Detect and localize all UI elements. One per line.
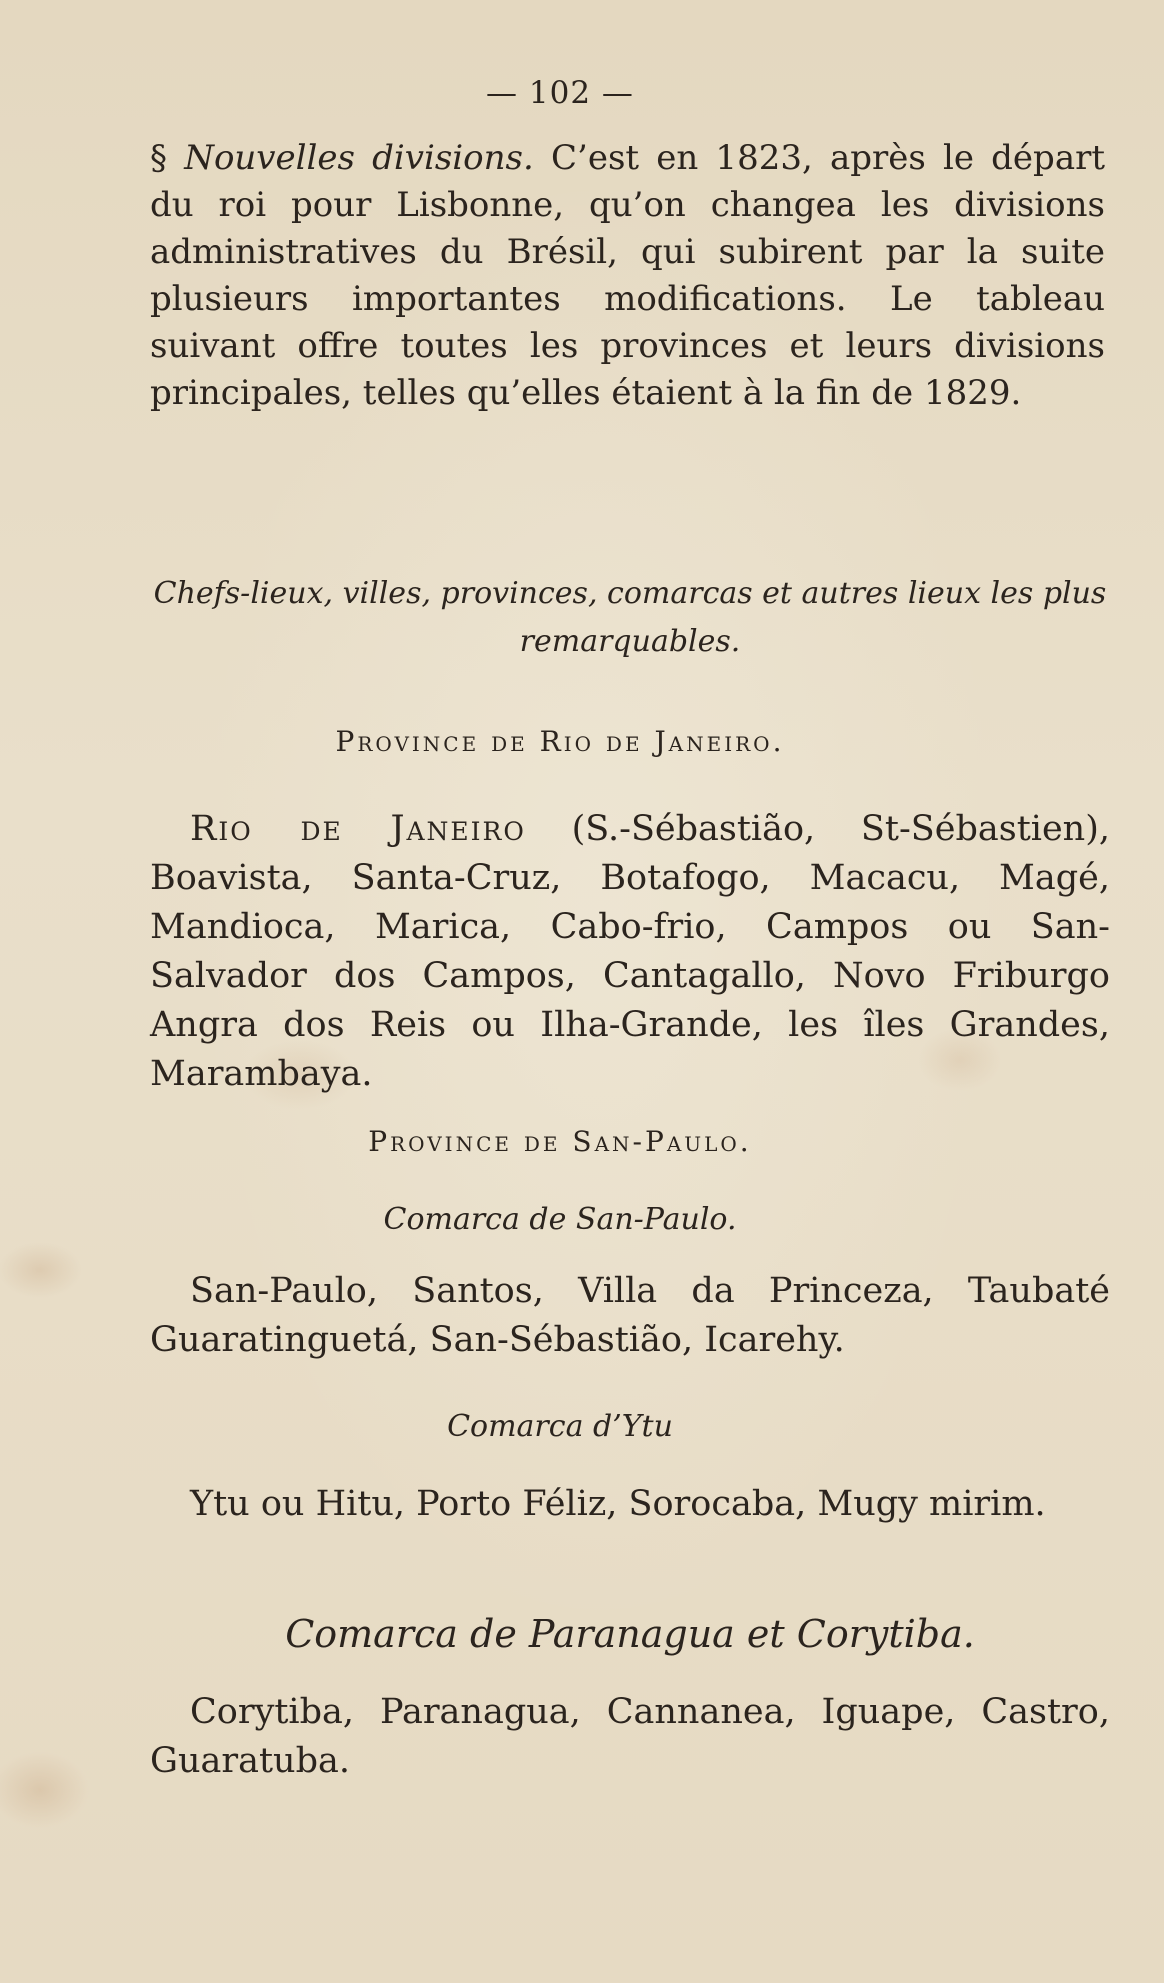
places-ytu: Ytu ou Hitu, Porto Féliz, Sorocaba, Mugy mirim. — [190, 1484, 1046, 1524]
places-rio — [150, 805, 1110, 1099]
province-heading-rio: Province de Rio de Janeiro. — [335, 725, 785, 758]
table-caption: Chefs-lieux, villes, provinces, comarcas et autres lieux les plus remarquables. — [153, 576, 1107, 659]
capital-name: Rio de Janeiro — [190, 809, 526, 849]
section-title: Nouvelles divisions. — [184, 138, 534, 178]
comarca-heading-san-paulo: Comarca de San-Paulo. — [383, 1202, 737, 1237]
section-mark: § — [150, 138, 167, 178]
comarca-heading-ytu: Comarca d’Ytu — [447, 1409, 673, 1444]
comarca-heading-paranagua: Comarca de Paranagua et Corytiba. — [285, 1612, 975, 1656]
places-rio-list: (S.-Sébastião, St-Sébastien), Boavista, Santa-Cruz, Botafogo, Macacu, Magé, Mandioca, Marica, Cabo-frio, Campos ou San-Salvador dos Campos, Cantagallo, Novo Friburgo Angra dos Reis ou Ilha-Grande, les îles Grandes, Marambaya. — [150, 809, 1110, 1094]
intro-body: C’est en 1823, après le départ du roi pour Lisbonne, qu’on changea les divisions administratives du Brésil, qui subirent par la suite plusieurs importantes modifications. Le tableau suivant offre toutes les provinces et leurs divisions principales, telles qu’elles étaient à la fin de 1829. — [150, 138, 1106, 413]
intro-paragraph — [150, 135, 1105, 417]
text-block — [150, 70, 1110, 1781]
page-number: — 102 — — [486, 75, 634, 111]
places-paranagua: Corytiba, Paranagua, Cannanea, Iguape, Castro, Guaratuba. — [150, 1692, 1110, 1781]
province-heading-san-paulo: Province de San-Paulo. — [368, 1125, 752, 1158]
places-san-paulo: San-Paulo, Santos, Villa da Princeza, Taubaté Guaratinguetá, San-Sébastião, Icarehy. — [150, 1271, 1110, 1360]
